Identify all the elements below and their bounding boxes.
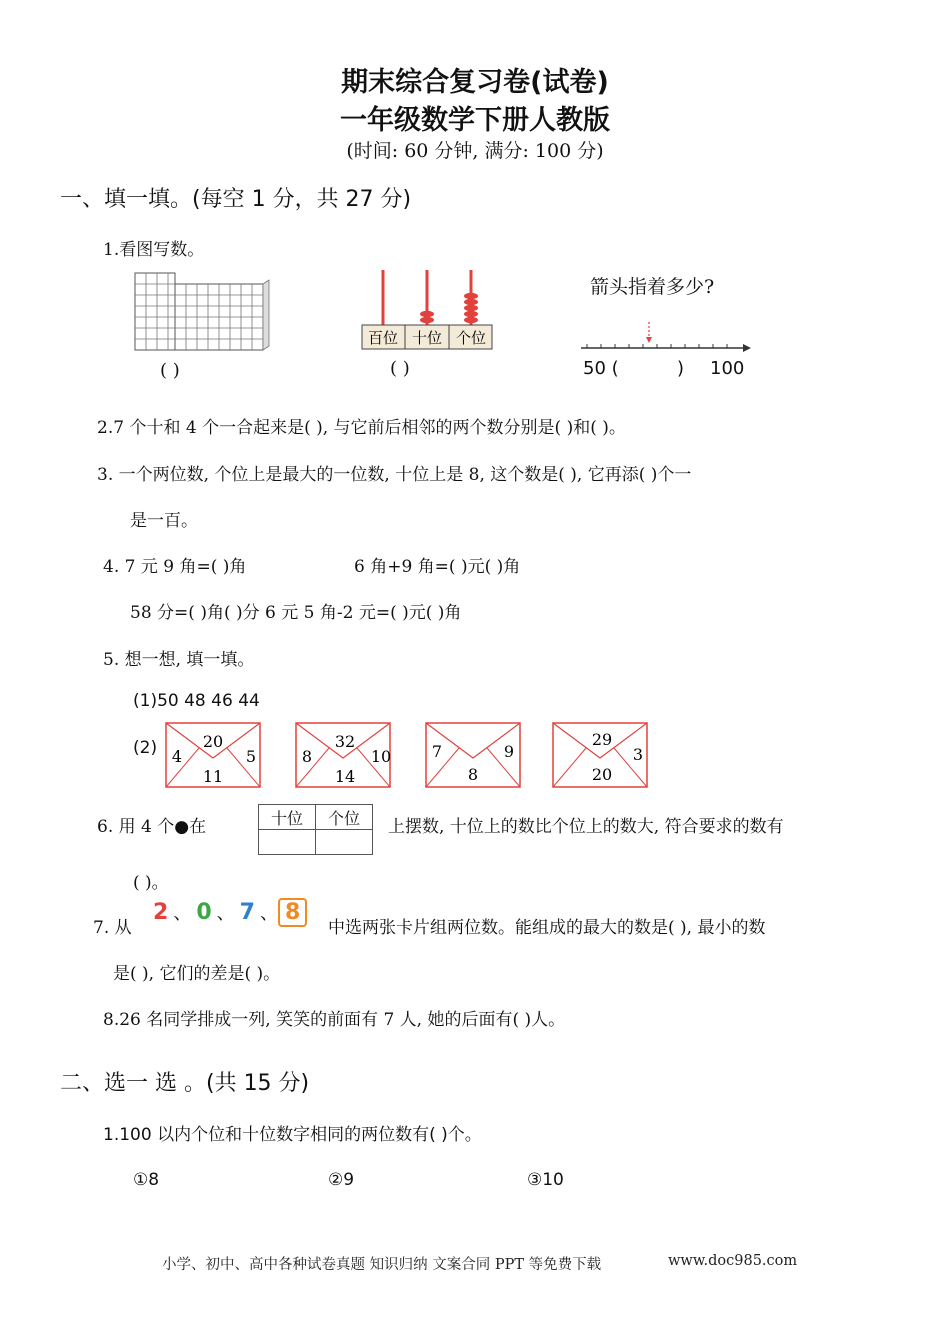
s2-q1-option-2[interactable]: ②9 <box>328 1170 355 1190</box>
q7-text-post: 中选两张卡片组两位数。能组成的最大的数是( ), 最小的数 <box>328 918 766 938</box>
number-card-2: 2 <box>153 900 169 925</box>
q7-text-pre: 7. 从 <box>93 918 132 938</box>
q1-answer-blank-1[interactable]: ( ) <box>160 360 180 381</box>
q3-text-line2: 是一百。 <box>130 511 198 531</box>
envelope-3 <box>425 722 525 792</box>
envelope-2-left: 8 <box>301 747 313 766</box>
abacus-bead-ones-1 <box>464 317 478 323</box>
page-subtitle-grade: 一年级数学下册人教版 <box>340 105 610 136</box>
envelope-4-bottom: 20 <box>591 765 613 784</box>
q1-text: 1.看图写数。 <box>103 240 205 260</box>
envelope-2-bottom: 14 <box>334 767 356 786</box>
q5-sub2-label: (2) <box>133 738 158 758</box>
number-card-8: 8 <box>278 898 307 927</box>
q4-text-part2: 6 角+9 角=( )元( )角 <box>354 557 521 577</box>
number-line <box>575 320 755 360</box>
number-line-start-label: 50 ( <box>583 358 619 379</box>
abacus-bead-ones-2 <box>464 311 478 317</box>
envelope-2-right: 10 <box>370 747 392 766</box>
envelope-2-top: 32 <box>334 732 356 751</box>
abacus-bead-ones-3 <box>464 305 478 311</box>
envelope-4-right: 3 <box>632 745 644 764</box>
q6-text-post: 上摆数, 十位上的数比个位上的数大, 符合要求的数有 <box>388 817 784 837</box>
q5-sub1: (1)50 48 46 44 <box>133 691 260 711</box>
q7-text-line2: 是( ), 它们的差是( )。 <box>113 964 281 984</box>
envelope-3-right: 9 <box>503 742 515 761</box>
q1-answer-blank-2[interactable]: ( ) <box>390 358 410 379</box>
q2-text: 2.7 个十和 4 个一合起来是( ), 与它前后相邻的两个数分别是( )和( )。 <box>97 418 626 438</box>
envelope-1-left: 4 <box>171 747 183 766</box>
q6-answer-line: ( )。 <box>133 873 169 893</box>
envelope-3-bottom: 8 <box>467 765 479 784</box>
number-card-0: 0 <box>196 900 212 925</box>
number-line-end-label: 100 <box>710 358 745 379</box>
envelope-3-left: 7 <box>431 742 443 761</box>
s2-q1-option-1[interactable]: ①8 <box>133 1170 160 1190</box>
speech-bubble-text: 箭头指着多少? <box>590 276 715 298</box>
q3-text-line1: 3. 一个两位数, 个位上是最大的一位数, 十位上是 8, 这个数是( ), 它再添( )个一 <box>97 465 692 485</box>
envelope-4-top: 29 <box>591 730 613 749</box>
abacus-label-ones: 个位 <box>455 329 487 347</box>
q6-text-pre: 6. 用 4 个●在 <box>97 817 207 837</box>
abacus-bead-ones-4 <box>464 299 478 305</box>
q8-text: 8.26 名同学排成一列, 笑笑的前面有 7 人, 她的后面有( )人。 <box>103 1010 566 1030</box>
place-value-cell-ones[interactable] <box>316 830 373 855</box>
envelope-1-right: 5 <box>245 747 257 766</box>
abacus-label-hundreds: 百位 <box>367 329 399 347</box>
abacus-bead-tens-1 <box>420 317 434 323</box>
footer-text: 小学、初中、高中各种试卷真题 知识归纳 文案合同 PPT 等免费下载 <box>162 1257 602 1273</box>
envelope-2 <box>295 722 395 792</box>
q4-text-part1: 4. 7 元 9 角=( )角 <box>103 557 247 577</box>
abacus-figure <box>360 265 495 355</box>
section1-heading: 一、填一填。(每空 1 分，共 27 分) <box>60 187 412 212</box>
number-card-7: 7 <box>239 900 255 925</box>
place-value-header-ones: 个位 <box>316 805 373 830</box>
place-value-cell-tens[interactable] <box>259 830 316 855</box>
abacus-label-tens: 十位 <box>411 329 443 347</box>
footer-url[interactable]: www.doc985.com <box>668 1253 798 1269</box>
q4-text-line2: 58 分=( )角( )分 6 元 5 角-2 元=( )元( )角 <box>130 603 462 623</box>
block-left-part <box>135 273 175 350</box>
q5-text: 5. 想一想, 填一填。 <box>103 650 255 670</box>
s2-q1-option-3[interactable]: ③10 <box>527 1170 564 1190</box>
envelope-1-top: 20 <box>202 732 224 751</box>
abacus-bead-ones-5 <box>464 293 478 299</box>
page-title: 期末综合复习卷(试卷) <box>341 67 609 98</box>
envelope-4 <box>552 722 652 792</box>
number-line-close-paren: ) <box>677 358 685 379</box>
envelope-1 <box>165 722 265 792</box>
abacus-bead-tens-2 <box>420 311 434 317</box>
envelope-1-bottom: 11 <box>202 767 224 786</box>
place-value-table <box>258 804 373 855</box>
s2-q1-text: 1.100 以内个位和十位数字相同的两位数有( )个。 <box>103 1125 482 1145</box>
section2-heading: 二、选一 选 。(共 15 分) <box>60 1071 310 1096</box>
exam-time-info: (时间: 60 分钟, 满分: 100 分) <box>346 140 604 162</box>
hundreds-blocks-figure <box>130 268 275 358</box>
number-cards: 2 、 0 、 7 、 8 <box>148 898 307 927</box>
place-value-header-tens: 十位 <box>259 805 316 830</box>
